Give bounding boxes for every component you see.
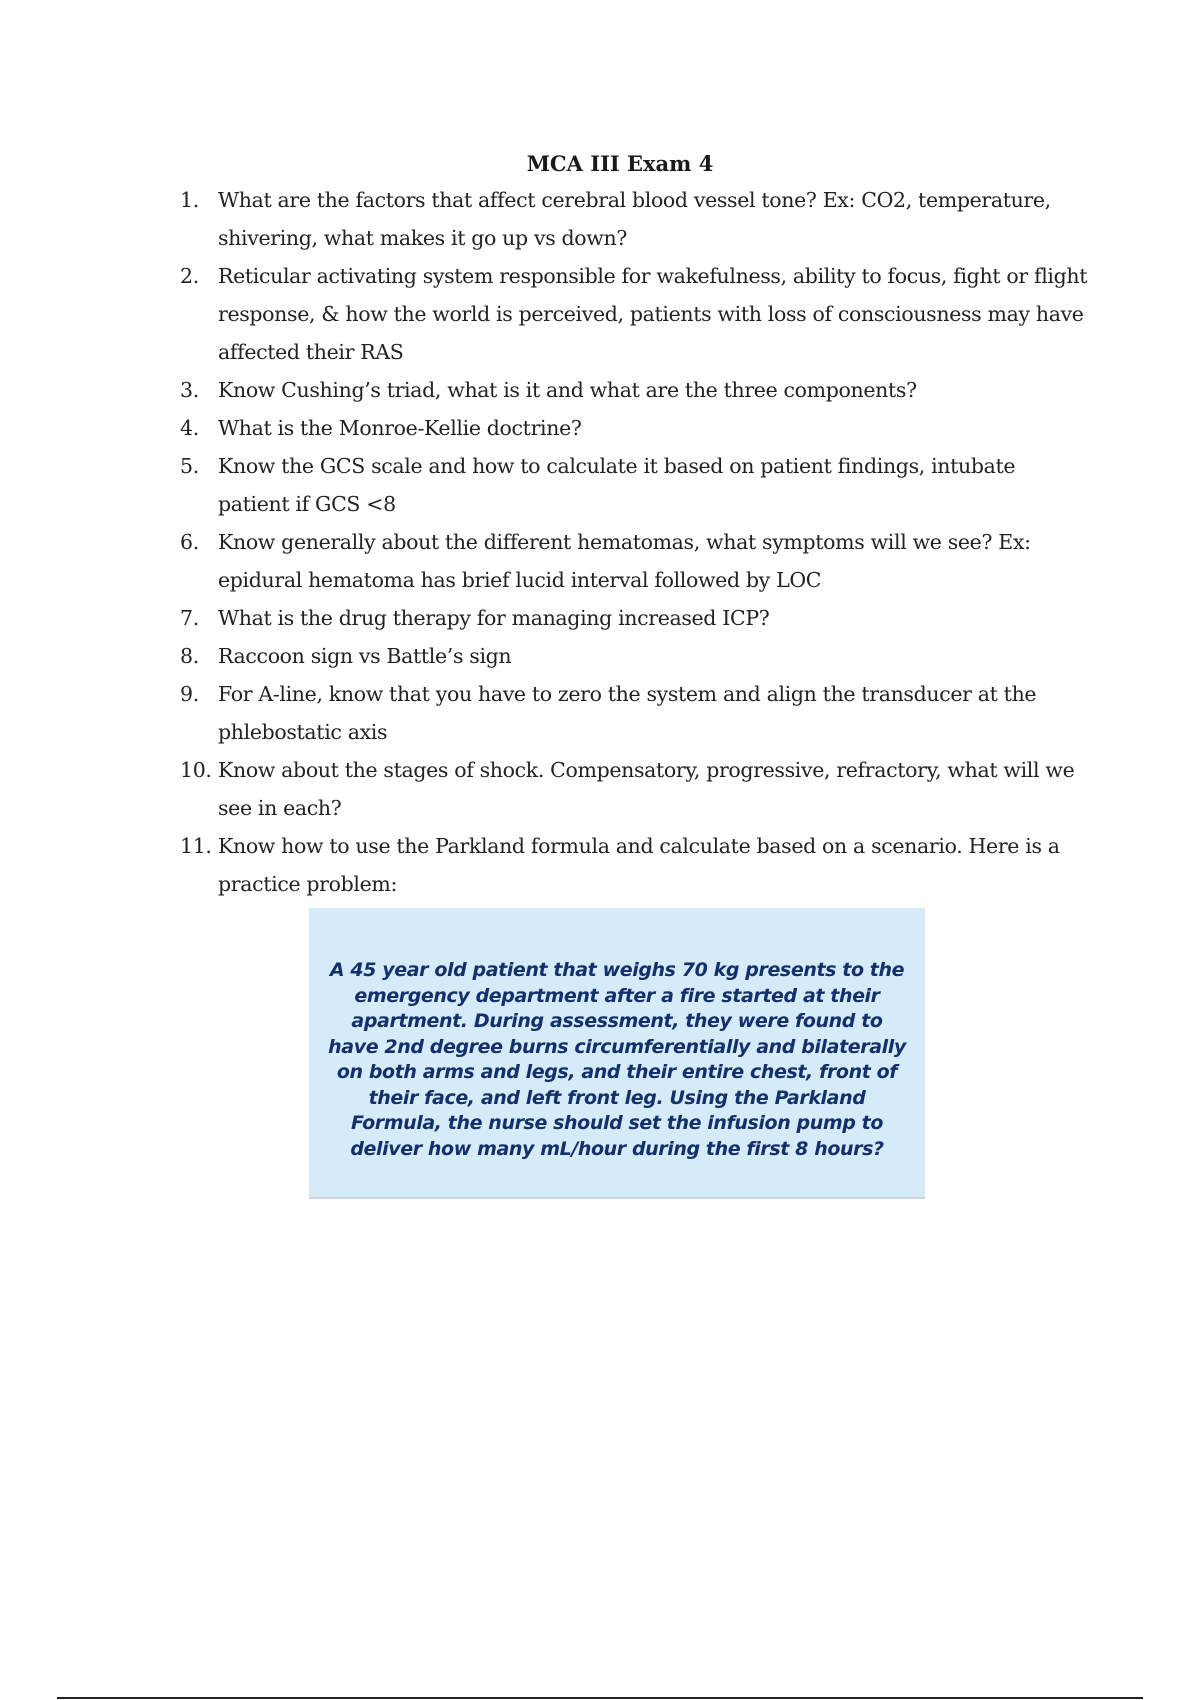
list-item <box>180 637 1090 675</box>
item-number: 1. <box>180 188 199 212</box>
item-number: 8. <box>180 644 199 668</box>
item-text: Raccoon sign vs Battle’s sign <box>218 644 512 668</box>
item-text: What is the Monroe-Kellie doctrine? <box>218 416 582 440</box>
list-item <box>180 751 1090 827</box>
list-item <box>180 599 1090 637</box>
item-text: For A-line, know that you have to zero the system and align the transducer at the phlebostatic axis <box>218 682 1037 744</box>
document-title: MCA III Exam 4 <box>526 151 714 176</box>
list-item <box>180 409 1090 447</box>
list-item <box>180 181 1090 257</box>
item-number: 2. <box>180 264 199 288</box>
practice-problem-text: A 45 year old patient that weighs 70 kg presents to the emergency department after a fire started at their apartment. During assessment, they were found to have 2nd degree burns circumferentially and bilaterally on both arms and legs, and their entire chest, front of their face, and left front leg. Using the Parkland Formula, the nurse should set the infusion pump to deliver how many mL/hour during the first 8 hours? <box>328 959 906 1160</box>
item-number: 5. <box>180 454 199 478</box>
item-number: 6. <box>180 530 199 554</box>
item-text: Know how to use the Parkland formula and calculate based on a scenario. Here is a practice problem: <box>218 834 1060 896</box>
list-item <box>180 675 1090 751</box>
item-text: What is the drug therapy for managing increased ICP? <box>218 606 770 630</box>
list-item <box>180 827 1090 903</box>
list-item <box>180 257 1090 371</box>
item-text: Know about the stages of shock. Compensatory, progressive, refractory, what will we see in each? <box>218 758 1075 820</box>
item-number: 3. <box>180 378 199 402</box>
item-text: Reticular activating system responsible for wakefulness, ability to focus, fight or flight response, & how the world is perceived, patients with loss of consciousness may have affected their RAS <box>218 264 1088 364</box>
item-number: 7. <box>180 606 199 630</box>
item-text: Know generally about the different hematomas, what symptoms will we see? Ex: epidural hematoma has brief lucid interval followed by LOC <box>218 530 1031 592</box>
item-text: Know Cushing’s triad, what is it and what are the three components? <box>218 378 917 402</box>
item-text: What are the factors that affect cerebral blood vessel tone? Ex: CO2, temperature, shivering, what makes it go up vs down? <box>218 188 1051 250</box>
list-item <box>180 371 1090 409</box>
practice-problem-box <box>309 908 925 1199</box>
footer-divider <box>57 1697 1143 1699</box>
item-text: Know the GCS scale and how to calculate it based on patient findings, intubate patient if GCS <8 <box>218 454 1016 516</box>
question-list <box>180 181 1090 903</box>
item-number: 9. <box>180 682 199 706</box>
item-number: 11. <box>180 834 212 858</box>
item-number: 10. <box>180 758 212 782</box>
item-number: 4. <box>180 416 199 440</box>
list-item <box>180 447 1090 523</box>
list-item <box>180 523 1090 599</box>
